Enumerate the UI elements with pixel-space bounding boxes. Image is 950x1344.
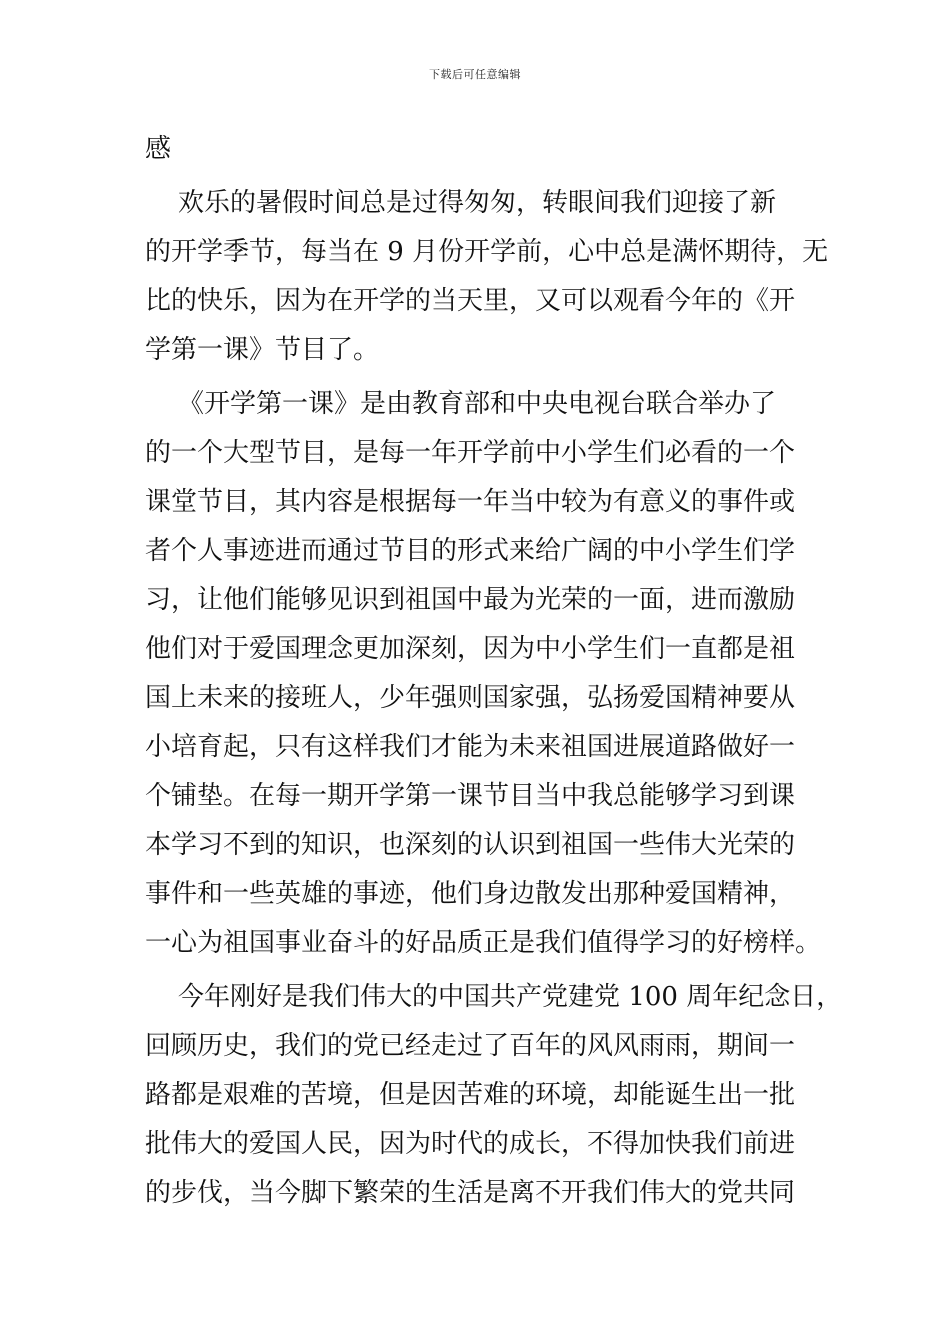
- text-line: 习，让他们能够见识到祖国中最为光荣的一面，进而激励: [145, 585, 796, 615]
- text-line: 他们对于爱国理念更加深刻，因为中小学生们一直都是祖: [145, 634, 796, 664]
- text-line: 批伟大的爱国人民，因为时代的成长，不得加快我们前进: [145, 1129, 796, 1159]
- text-line: 比的快乐，因为在开学的当天里，又可以观看今年的《开: [145, 286, 796, 316]
- paragraph: [145, 380, 822, 968]
- document-body: [145, 125, 843, 1218]
- text-line: 国上未来的接班人，少年强则国家强，弘扬爱国精神要从: [145, 683, 796, 713]
- text-line: 一心为祖国事业奋斗的好品质正是我们值得学习的好榜样。: [145, 928, 822, 958]
- paragraph: [145, 125, 810, 174]
- text-line: 本学习不到的知识，也深刻的认识到祖国一些伟大光荣的: [145, 830, 796, 860]
- text-line: 路都是艰难的苦境，但是因苦难的环境，却能诞生出一批: [145, 1080, 796, 1110]
- text-line: 课堂节目，其内容是根据每一年当中较为有意义的事件或: [145, 487, 796, 517]
- text-line: 小培育起，只有这样我们才能为未来祖国进展道路做好一: [145, 732, 796, 762]
- text-line: 的一个大型节目，是每一年开学前中小学生们必看的一个: [145, 438, 796, 468]
- paragraph: [145, 179, 829, 375]
- text-line: 回顾历史，我们的党已经走过了百年的风风雨雨，期间一: [145, 1031, 796, 1061]
- text-line: 学第一课》节目了。: [145, 335, 380, 365]
- text-line: 欢乐的暑假时间总是过得匆匆，转眼间我们迎接了新: [145, 188, 777, 218]
- text-line: 者个人事迹进而通过节目的形式来给广阔的中小学生们学: [145, 536, 796, 566]
- text-line: 事件和一些英雄的事迹，他们身边散发出那种爱国精神，: [145, 879, 796, 909]
- paragraph: [145, 973, 843, 1218]
- text-line: 的步伐，当今脚下繁荣的生活是离不开我们伟大的党共同: [145, 1178, 796, 1208]
- page-header-note: 下载后可任意编辑: [429, 68, 521, 81]
- text-line: 个铺垫。在每一期开学第一课节目当中我总能够学习到课: [145, 781, 796, 811]
- text-line: 感: [145, 134, 172, 164]
- text-line: 的开学季节，每当在 9 月份开学前，心中总是满怀期待，无: [145, 237, 829, 267]
- text-line: 《开学第一课》是由教育部和中央电视台联合举办了: [145, 389, 777, 419]
- text-line: 今年刚好是我们伟大的中国共产党建党 100 周年纪念日，: [145, 982, 843, 1012]
